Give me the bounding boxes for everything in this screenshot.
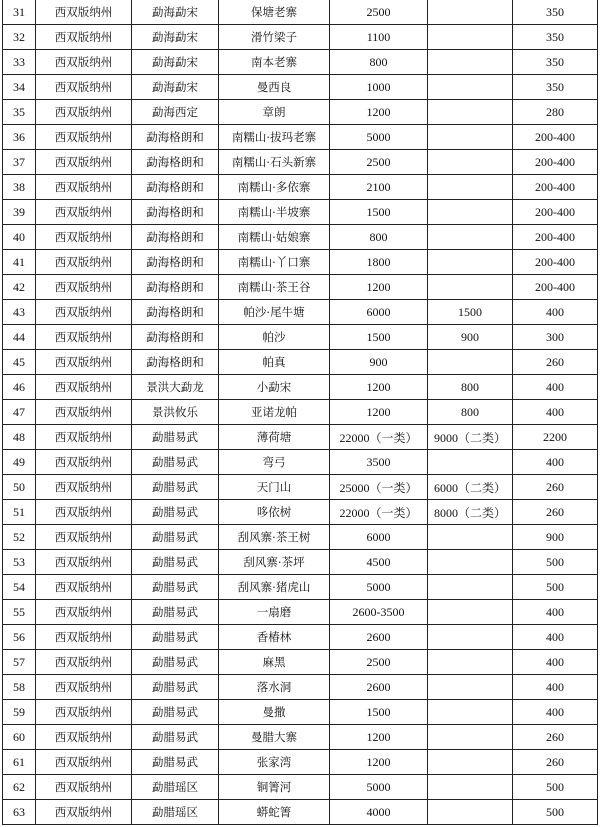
price-cell: 260: [513, 475, 598, 500]
village-cell: 南糯山·拔玛老寨: [219, 125, 330, 150]
price-cell: 350: [513, 25, 598, 50]
table-row: [3, 150, 598, 175]
village-cell: 哆依树: [219, 500, 330, 525]
table-row: [3, 200, 598, 225]
village-cell: 帕沙: [219, 325, 330, 350]
prefecture-cell: 西双版纳州: [36, 800, 132, 825]
value-secondary-cell: [428, 50, 513, 75]
tea-area-cell: 勐海格朗和: [132, 350, 219, 375]
prefecture-cell: 西双版纳州: [36, 675, 132, 700]
price-cell: 260: [513, 350, 598, 375]
village-cell: 刮风寨·茶王树: [219, 525, 330, 550]
village-cell: 张家湾: [219, 750, 330, 775]
table-row: [3, 550, 598, 575]
value-secondary-cell: [428, 750, 513, 775]
village-cell: 麻黑: [219, 650, 330, 675]
village-cell: 蟒蛇箐: [219, 800, 330, 825]
price-cell: 500: [513, 575, 598, 600]
table-row: [3, 600, 598, 625]
tea-area-cell: 勐腊易武: [132, 650, 219, 675]
price-cell: 200-400: [513, 150, 598, 175]
value-primary-cell: 1100: [330, 25, 428, 50]
value-primary-cell: 5000: [330, 125, 428, 150]
value-primary-cell: 1200: [330, 725, 428, 750]
value-secondary-cell: 800: [428, 400, 513, 425]
price-cell: 400: [513, 675, 598, 700]
table-row: [3, 475, 598, 500]
village-cell: 落水洞: [219, 675, 330, 700]
prefecture-cell: 西双版纳州: [36, 225, 132, 250]
tea-area-cell: 勐腊易武: [132, 725, 219, 750]
value-secondary-cell: 9000（二类）: [428, 425, 513, 450]
village-cell: 南糯山·丫口寨: [219, 250, 330, 275]
table-body: [3, 0, 598, 825]
prefecture-cell: 西双版纳州: [36, 500, 132, 525]
value-secondary-cell: [428, 450, 513, 475]
value-secondary-cell: [428, 350, 513, 375]
value-secondary-cell: 900: [428, 325, 513, 350]
table-row: [3, 375, 598, 400]
prefecture-cell: 西双版纳州: [36, 300, 132, 325]
value-secondary-cell: [428, 275, 513, 300]
table-row: [3, 275, 598, 300]
price-cell: 400: [513, 375, 598, 400]
row-number-cell: 50: [3, 475, 36, 500]
prefecture-cell: 西双版纳州: [36, 575, 132, 600]
tea-area-cell: 勐海勐宋: [132, 25, 219, 50]
prefecture-cell: 西双版纳州: [36, 425, 132, 450]
value-primary-cell: 2500: [330, 650, 428, 675]
price-cell: 200-400: [513, 225, 598, 250]
price-cell: 280: [513, 100, 598, 125]
table-row: [3, 725, 598, 750]
value-secondary-cell: 800: [428, 375, 513, 400]
tea-area-cell: 勐腊易武: [132, 500, 219, 525]
price-cell: 200-400: [513, 175, 598, 200]
row-number-cell: 44: [3, 325, 36, 350]
table-row: [3, 0, 598, 25]
table-row: [3, 675, 598, 700]
value-secondary-cell: [428, 675, 513, 700]
row-number-cell: 31: [3, 0, 36, 25]
village-cell: 香椿林: [219, 625, 330, 650]
price-cell: 260: [513, 500, 598, 525]
row-number-cell: 34: [3, 75, 36, 100]
value-primary-cell: 1500: [330, 200, 428, 225]
price-cell: 200-400: [513, 125, 598, 150]
value-primary-cell: 2100: [330, 175, 428, 200]
table-row: [3, 250, 598, 275]
price-cell: 200-400: [513, 250, 598, 275]
value-secondary-cell: [428, 0, 513, 25]
village-cell: 曼腊大寨: [219, 725, 330, 750]
village-cell: 南糯山·石头新寨: [219, 150, 330, 175]
tea-area-cell: 勐腊易武: [132, 600, 219, 625]
value-secondary-cell: [428, 625, 513, 650]
table-row: [3, 750, 598, 775]
value-secondary-cell: [428, 250, 513, 275]
village-cell: 南本老寨: [219, 50, 330, 75]
tea-area-cell: 勐海格朗和: [132, 150, 219, 175]
price-cell: 400: [513, 700, 598, 725]
tea-area-cell: 勐海格朗和: [132, 250, 219, 275]
tea-area-cell: 勐腊易武: [132, 475, 219, 500]
value-primary-cell: 1800: [330, 250, 428, 275]
value-secondary-cell: [428, 575, 513, 600]
value-primary-cell: 2500: [330, 0, 428, 25]
tea-area-cell: 勐腊易武: [132, 675, 219, 700]
table-row: [3, 125, 598, 150]
row-number-cell: 62: [3, 775, 36, 800]
table-row: [3, 300, 598, 325]
value-primary-cell: 1200: [330, 275, 428, 300]
tea-area-cell: 勐海格朗和: [132, 225, 219, 250]
village-cell: 曼西良: [219, 75, 330, 100]
table-row: [3, 75, 598, 100]
row-number-cell: 56: [3, 625, 36, 650]
row-number-cell: 61: [3, 750, 36, 775]
tea-area-cell: 景洪攸乐: [132, 400, 219, 425]
table-row: [3, 500, 598, 525]
table-row: [3, 350, 598, 375]
table-row: [3, 575, 598, 600]
value-primary-cell: 3500: [330, 450, 428, 475]
prefecture-cell: 西双版纳州: [36, 475, 132, 500]
value-secondary-cell: [428, 25, 513, 50]
table-row: [3, 100, 598, 125]
tea-area-cell: 勐腊易武: [132, 450, 219, 475]
tea-area-cell: 勐腊易武: [132, 550, 219, 575]
value-primary-cell: 1200: [330, 100, 428, 125]
village-cell: 薄荷塘: [219, 425, 330, 450]
value-primary-cell: 5000: [330, 575, 428, 600]
tea-area-cell: 勐腊瑶区: [132, 775, 219, 800]
tea-area-cell: 勐腊易武: [132, 575, 219, 600]
value-primary-cell: 2600-3500: [330, 600, 428, 625]
price-cell: 400: [513, 400, 598, 425]
price-cell: 2200: [513, 425, 598, 450]
prefecture-cell: 西双版纳州: [36, 750, 132, 775]
village-cell: 南糯山·多依寨: [219, 175, 330, 200]
prefecture-cell: 西双版纳州: [36, 175, 132, 200]
prefecture-cell: 西双版纳州: [36, 525, 132, 550]
value-primary-cell: 5000: [330, 775, 428, 800]
row-number-cell: 53: [3, 550, 36, 575]
tea-area-cell: 勐海格朗和: [132, 125, 219, 150]
prefecture-cell: 西双版纳州: [36, 700, 132, 725]
price-cell: 400: [513, 625, 598, 650]
tea-area-cell: 勐腊瑶区: [132, 800, 219, 825]
tea-area-cell: 勐腊易武: [132, 625, 219, 650]
value-primary-cell: 800: [330, 225, 428, 250]
row-number-cell: 36: [3, 125, 36, 150]
tea-area-cell: 勐腊易武: [132, 700, 219, 725]
tea-area-cell: 勐腊易武: [132, 525, 219, 550]
village-cell: 帕沙·尾牛塘: [219, 300, 330, 325]
tea-area-cell: 勐海格朗和: [132, 200, 219, 225]
tea-area-cell: 勐海西定: [132, 100, 219, 125]
price-cell: 400: [513, 450, 598, 475]
price-cell: 400: [513, 650, 598, 675]
table-row: [3, 325, 598, 350]
village-cell: 滑竹梁子: [219, 25, 330, 50]
village-cell: 曼撒: [219, 700, 330, 725]
table-row: [3, 800, 598, 825]
village-cell: 小勐宋: [219, 375, 330, 400]
value-secondary-cell: [428, 150, 513, 175]
price-cell: 300: [513, 325, 598, 350]
tea-area-cell: 勐海格朗和: [132, 300, 219, 325]
table-row: [3, 525, 598, 550]
prefecture-cell: 西双版纳州: [36, 150, 132, 175]
prefecture-cell: 西双版纳州: [36, 125, 132, 150]
price-cell: 500: [513, 775, 598, 800]
table-row: [3, 425, 598, 450]
value-secondary-cell: [428, 600, 513, 625]
value-secondary-cell: [428, 225, 513, 250]
price-cell: 400: [513, 300, 598, 325]
value-primary-cell: 25000（一类）: [330, 475, 428, 500]
tea-area-cell: 勐海格朗和: [132, 275, 219, 300]
price-cell: 260: [513, 750, 598, 775]
village-cell: 一扇磨: [219, 600, 330, 625]
row-number-cell: 33: [3, 50, 36, 75]
value-primary-cell: 1500: [330, 325, 428, 350]
prefecture-cell: 西双版纳州: [36, 400, 132, 425]
value-primary-cell: 900: [330, 350, 428, 375]
value-secondary-cell: [428, 75, 513, 100]
village-cell: 章朗: [219, 100, 330, 125]
village-cell: 南糯山·姑娘寨: [219, 225, 330, 250]
prefecture-cell: 西双版纳州: [36, 625, 132, 650]
row-number-cell: 38: [3, 175, 36, 200]
prefecture-cell: 西双版纳州: [36, 275, 132, 300]
row-number-cell: 37: [3, 150, 36, 175]
row-number-cell: 58: [3, 675, 36, 700]
prefecture-cell: 西双版纳州: [36, 25, 132, 50]
table-row: [3, 450, 598, 475]
prefecture-cell: 西双版纳州: [36, 100, 132, 125]
table-row: [3, 700, 598, 725]
prefecture-cell: 西双版纳州: [36, 0, 132, 25]
prefecture-cell: 西双版纳州: [36, 250, 132, 275]
prefecture-cell: 西双版纳州: [36, 325, 132, 350]
row-number-cell: 43: [3, 300, 36, 325]
value-secondary-cell: [428, 725, 513, 750]
value-secondary-cell: [428, 525, 513, 550]
tea-area-cell: 勐海勐宋: [132, 50, 219, 75]
table-row: [3, 650, 598, 675]
value-secondary-cell: [428, 700, 513, 725]
table-row: [3, 25, 598, 50]
price-cell: 350: [513, 50, 598, 75]
village-cell: 刮风寨·猪虎山: [219, 575, 330, 600]
price-cell: 350: [513, 75, 598, 100]
value-primary-cell: 6000: [330, 525, 428, 550]
village-cell: 亚诺龙帕: [219, 400, 330, 425]
prefecture-cell: 西双版纳州: [36, 75, 132, 100]
value-primary-cell: 1000: [330, 75, 428, 100]
tea-area-cell: 勐海勐宋: [132, 75, 219, 100]
price-cell: 200-400: [513, 200, 598, 225]
table-row: [3, 625, 598, 650]
tea-price-table: [2, 0, 598, 825]
row-number-cell: 47: [3, 400, 36, 425]
tea-area-cell: 景洪大勐龙: [132, 375, 219, 400]
price-cell: 500: [513, 800, 598, 825]
prefecture-cell: 西双版纳州: [36, 200, 132, 225]
row-number-cell: 49: [3, 450, 36, 475]
row-number-cell: 60: [3, 725, 36, 750]
value-primary-cell: 22000（一类）: [330, 500, 428, 525]
price-cell: 500: [513, 550, 598, 575]
row-number-cell: 42: [3, 275, 36, 300]
table-row: [3, 775, 598, 800]
prefecture-cell: 西双版纳州: [36, 650, 132, 675]
tea-area-cell: 勐海格朗和: [132, 175, 219, 200]
value-primary-cell: 22000（一类）: [330, 425, 428, 450]
tea-area-cell: 勐腊易武: [132, 750, 219, 775]
row-number-cell: 55: [3, 600, 36, 625]
value-secondary-cell: [428, 125, 513, 150]
table-row: [3, 175, 598, 200]
value-primary-cell: 4000: [330, 800, 428, 825]
row-number-cell: 40: [3, 225, 36, 250]
table-row: [3, 50, 598, 75]
row-number-cell: 39: [3, 200, 36, 225]
value-secondary-cell: 1500: [428, 300, 513, 325]
prefecture-cell: 西双版纳州: [36, 725, 132, 750]
village-cell: 铜箐河: [219, 775, 330, 800]
value-primary-cell: 800: [330, 50, 428, 75]
village-cell: 南糯山·茶王谷: [219, 275, 330, 300]
table-row: [3, 400, 598, 425]
value-secondary-cell: 6000（二类）: [428, 475, 513, 500]
price-cell: 260: [513, 725, 598, 750]
value-primary-cell: 1200: [330, 375, 428, 400]
tea-area-cell: 勐腊易武: [132, 425, 219, 450]
village-cell: 帕真: [219, 350, 330, 375]
value-primary-cell: 2500: [330, 150, 428, 175]
village-cell: 保塘老寨: [219, 0, 330, 25]
tea-area-cell: 勐海勐宋: [132, 0, 219, 25]
prefecture-cell: 西双版纳州: [36, 775, 132, 800]
table-row: [3, 225, 598, 250]
prefecture-cell: 西双版纳州: [36, 375, 132, 400]
value-secondary-cell: [428, 775, 513, 800]
row-number-cell: 32: [3, 25, 36, 50]
value-primary-cell: 1200: [330, 750, 428, 775]
row-number-cell: 46: [3, 375, 36, 400]
row-number-cell: 48: [3, 425, 36, 450]
value-secondary-cell: [428, 200, 513, 225]
village-cell: 刮风寨·茶坪: [219, 550, 330, 575]
price-cell: 900: [513, 525, 598, 550]
prefecture-cell: 西双版纳州: [36, 450, 132, 475]
row-number-cell: 63: [3, 800, 36, 825]
village-cell: 天门山: [219, 475, 330, 500]
value-secondary-cell: 8000（二类）: [428, 500, 513, 525]
row-number-cell: 57: [3, 650, 36, 675]
value-primary-cell: 4500: [330, 550, 428, 575]
row-number-cell: 54: [3, 575, 36, 600]
value-primary-cell: 2600: [330, 625, 428, 650]
row-number-cell: 51: [3, 500, 36, 525]
value-secondary-cell: [428, 800, 513, 825]
value-secondary-cell: [428, 100, 513, 125]
row-number-cell: 35: [3, 100, 36, 125]
prefecture-cell: 西双版纳州: [36, 600, 132, 625]
value-secondary-cell: [428, 175, 513, 200]
value-primary-cell: 1500: [330, 700, 428, 725]
value-primary-cell: 2600: [330, 675, 428, 700]
row-number-cell: 59: [3, 700, 36, 725]
prefecture-cell: 西双版纳州: [36, 50, 132, 75]
value-secondary-cell: [428, 650, 513, 675]
row-number-cell: 45: [3, 350, 36, 375]
value-secondary-cell: [428, 550, 513, 575]
row-number-cell: 52: [3, 525, 36, 550]
price-cell: 350: [513, 0, 598, 25]
village-cell: 弯弓: [219, 450, 330, 475]
row-number-cell: 41: [3, 250, 36, 275]
value-primary-cell: 1200: [330, 400, 428, 425]
prefecture-cell: 西双版纳州: [36, 350, 132, 375]
price-cell: 400: [513, 600, 598, 625]
village-cell: 南糯山·半坡寨: [219, 200, 330, 225]
prefecture-cell: 西双版纳州: [36, 550, 132, 575]
value-primary-cell: 6000: [330, 300, 428, 325]
tea-area-cell: 勐海格朗和: [132, 325, 219, 350]
price-cell: 200-400: [513, 275, 598, 300]
